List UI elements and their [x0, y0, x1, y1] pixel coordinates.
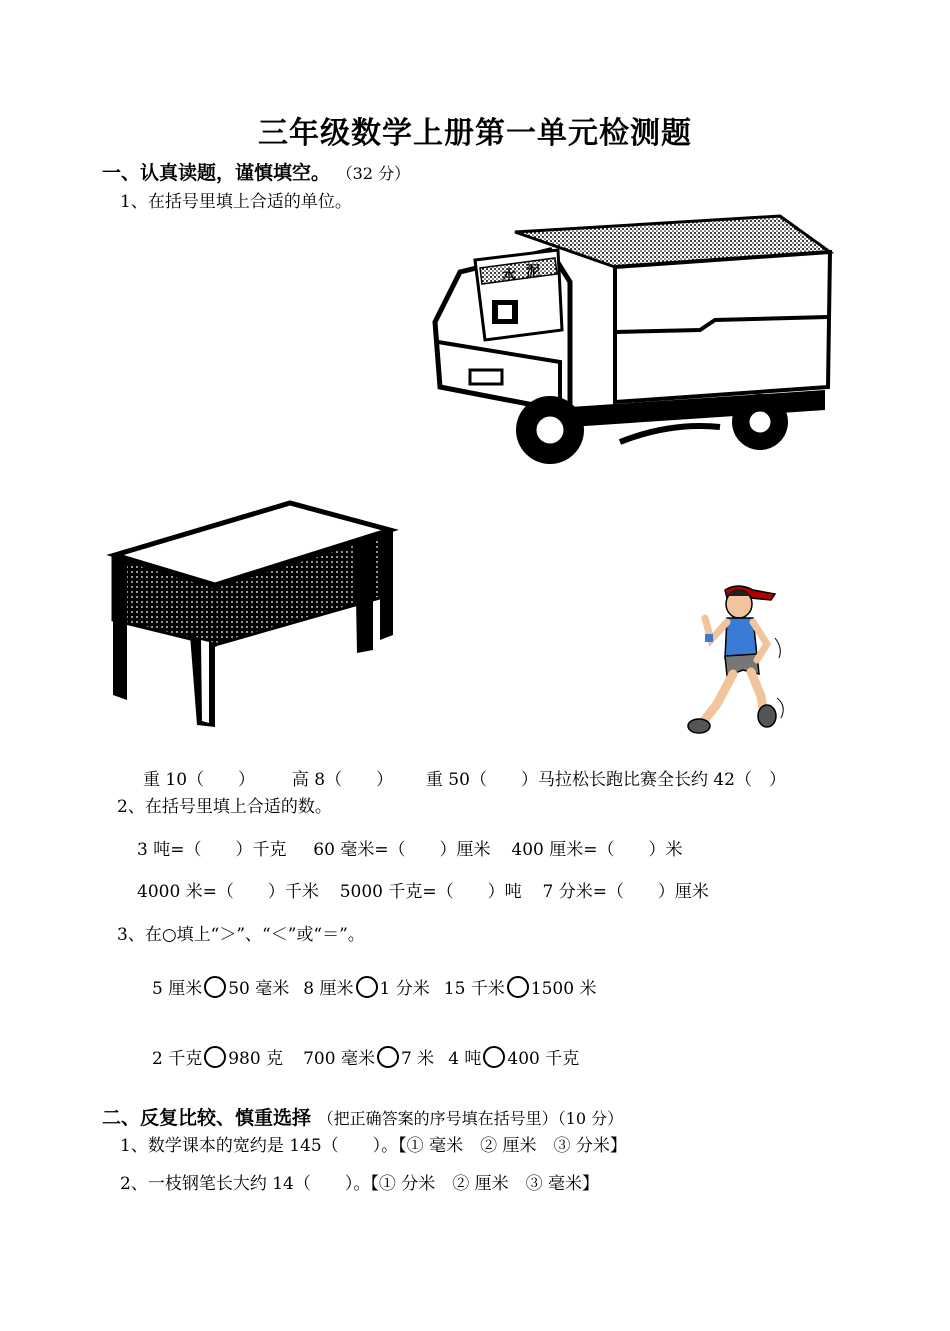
question-1-label: 1、在括号里填上合适的单位。: [120, 192, 352, 212]
q3-r2-a-circle[interactable]: [204, 1046, 226, 1068]
q2-r2-item-3: 7 分米=（ ）厘米: [542, 882, 709, 902]
section-2-question-1: 1、数学课本的宽约是 145（ ）。【① 毫米 ② 厘米 ③ 分米】: [120, 1136, 627, 1156]
q3-r1-c-left: 15 千米: [443, 979, 505, 999]
section-1-score: （32 分）: [336, 164, 411, 183]
q3-r2-c-circle[interactable]: [483, 1046, 505, 1068]
question-2-row-1: [137, 835, 682, 860]
q2-r1-item-2: 60 毫米=（ ）厘米: [313, 840, 491, 860]
q2-r2-item-2: 5000 千克=（ ）吨: [339, 882, 522, 902]
section-2-title: 二、反复比较、慎重选择: [102, 1107, 312, 1129]
truck-illustration: [430, 212, 835, 472]
q3-r2-c-left: 4 吨: [448, 1049, 482, 1069]
q3-r1-a-right: 50 毫米: [228, 979, 290, 999]
q3-r1-c-right: 1500 米: [530, 979, 597, 999]
q2-r2-item-1: 4000 米=（ ）千米: [137, 882, 319, 902]
q2-r1-item-3: 400 厘米=（ ）米: [511, 840, 683, 860]
question-1-items: [143, 765, 786, 790]
desk-illustration: [105, 495, 400, 735]
q3-r2-c-right: 400 千克: [507, 1049, 580, 1069]
section-1-title: 一、认真读题，谨慎填空。: [102, 162, 331, 184]
section-1-heading: [102, 158, 410, 185]
q3-r2-b-circle[interactable]: [377, 1046, 399, 1068]
q3-r2-b-right: 7 米: [400, 1049, 435, 1069]
question-3-row-1: [152, 974, 596, 999]
q2-r1-item-1: 3 吨=（ ）千克: [137, 840, 287, 860]
q1-item-marathon: 重 50（ ）马拉松长跑比赛全长约 42（ ）: [425, 770, 786, 790]
question-3-row-2: [152, 1044, 579, 1069]
q3-r1-b-circle[interactable]: [356, 976, 378, 998]
q3-r1-a-left: 5 厘米: [152, 979, 203, 999]
q3-r1-c-circle[interactable]: [507, 976, 529, 998]
truck-sign-char-1: 水: [502, 268, 516, 284]
truck-sign-char-2: 泥: [526, 264, 540, 280]
q3-r1-b-left: 8 厘米: [303, 979, 354, 999]
section-2-heading: [102, 1103, 623, 1130]
page-title: 三年级数学上册第一单元检测题: [258, 116, 692, 151]
q1-item-desk: 高 8（ ）: [291, 770, 394, 790]
question-2-row-2: [137, 877, 709, 902]
q1-item-truck: 重 10（ ）: [143, 770, 256, 790]
section-2-note: （把正确答案的序号填在括号里）（10 分）: [317, 1109, 624, 1128]
q3-r2-a-left: 2 千克: [152, 1049, 203, 1069]
question-3-label: 3、在○填上“＞”、“＜”或“＝”。: [117, 925, 365, 945]
question-2-label: 2、在括号里填上合适的数。: [117, 797, 332, 817]
q3-r1-a-circle[interactable]: [204, 976, 226, 998]
runner-illustration: [683, 578, 793, 746]
q3-r2-b-left: 700 毫米: [303, 1049, 375, 1069]
q3-r2-a-right: 980 克: [228, 1049, 284, 1069]
q3-r1-b-right: 1 分米: [379, 979, 430, 999]
section-2-question-2: 2、一枝钢笔长大约 14（ ）。【① 分米 ② 厘米 ③ 毫米】: [120, 1174, 600, 1194]
